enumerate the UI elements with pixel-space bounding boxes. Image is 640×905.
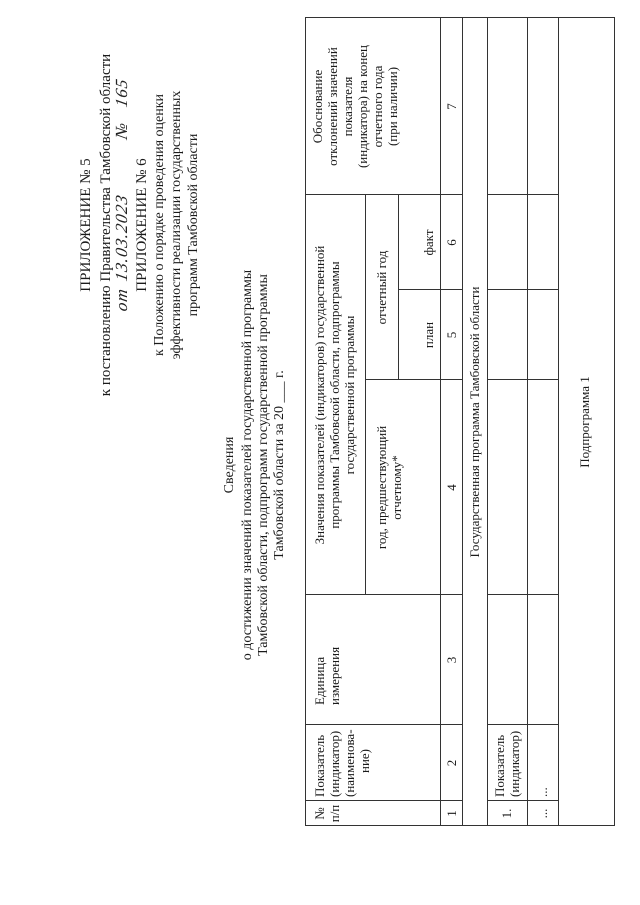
sub-appendix-line: к Положению о порядке проведения оценки [152,93,167,357]
heading-line: Тамбовской области за 20 ___ г. [272,370,287,560]
header-values: Значения показателей (индикаторов) государственной программы Тамбовской области, подпрограммы государственной программы [312,245,357,545]
column-number: 3 [444,656,459,664]
header-unit: Единица измерения [312,646,342,705]
appendix-line: к постановлению Правительства Тамбовской области [98,53,114,397]
header-reason: Обоснование отклонений значений показателя (индикатора) на конец отчетного года (при наличии) [310,44,400,169]
signature-date: 13.03.2023 [112,192,131,283]
column-number: 2 [444,759,459,767]
row-number: 1. [499,808,514,819]
appendix-title: ПРИЛОЖЕНИЕ № 5 [78,158,94,292]
signature-block [112,5,134,325]
sub-appendix-line: программ Тамбовской области [186,133,201,317]
section-program: Государственная программа Тамбовской области [467,286,482,558]
signature-number-mark: № [112,120,131,141]
row-number: ... [535,808,550,819]
heading-line: Тамбовской области, подпрограмм государственной программы [256,274,271,656]
column-number: 4 [444,484,459,491]
signature-number: 165 [112,76,131,109]
column-number: 6 [444,239,459,246]
header-number: № п/п [312,804,342,823]
column-number: 7 [444,103,459,110]
heading-line: о достижении значений показателей государственной программы [240,269,255,661]
row-indicator-name: Показатель (индикатор) [492,730,522,797]
header-fact: факт [421,229,436,256]
column-number: 1 [444,810,459,817]
sub-appendix-title: ПРИЛОЖЕНИЕ № 6 [134,158,150,292]
heading-title: Сведения [222,436,237,494]
header-plan: план [421,321,436,349]
row-indicator-name: ... [535,787,550,797]
signature-prefix: от [112,286,131,313]
header-indicator: Показатель (индикатор) (наименова- ние) [312,729,372,797]
section-subprogram: Подпрограмма 1 [577,376,592,468]
sub-appendix-line: эффективности реализации государственных [169,90,184,360]
header-report-year: отчетный год [374,250,389,325]
header-prev-year: год, предшествующий отчетному* [374,425,404,550]
column-number: 5 [444,331,459,339]
